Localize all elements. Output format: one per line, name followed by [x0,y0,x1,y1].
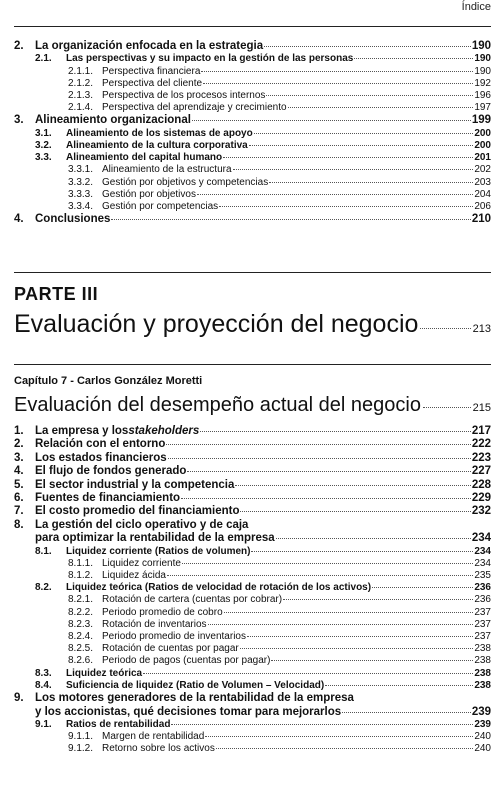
entry-number: 8.1.2. [68,570,94,582]
page-number: 217 [471,425,491,437]
entry-number: 8.4. [35,679,52,691]
toc-entry-line[interactable] [14,692,491,705]
toc-entry[interactable] [14,465,491,478]
entry-title: Rotación de cartera (cuentas por cobrar) [102,594,283,606]
page-number: 238 [474,679,491,691]
running-header: Índice [461,1,491,13]
page-number: 213 [472,323,491,335]
entry-title: Rotación de cuentas por pagar [102,643,239,655]
entry-number: 9.1. [35,718,52,730]
page-number: 190 [471,40,491,52]
dot-leader [171,724,473,725]
dot-leader [166,444,470,445]
toc-entry[interactable] [14,479,491,492]
entry-title: Margen de rentabilidad [102,731,205,743]
page-number: 204 [474,188,491,200]
toc-entry-continuation[interactable] [14,706,491,719]
entry-title: Periodo promedio de cobro [102,606,223,618]
toc-entry[interactable] [14,102,491,114]
page-number: 234 [474,557,491,569]
entry-title: Rotación de inventarios [102,618,207,630]
toc-entry[interactable] [14,743,491,755]
page-number: 190 [474,53,491,65]
dot-leader [143,673,473,674]
entry-number: 2.1.4. [68,102,94,114]
dot-leader [420,328,470,329]
entry-title: Periodo promedio de inventarios [102,631,246,643]
page-number: 237 [474,606,491,618]
toc-entry[interactable] [14,114,491,127]
toc-entry[interactable] [14,546,491,558]
entry-number: 2.1.1. [68,65,94,77]
toc-entry[interactable] [14,90,491,102]
dot-leader [208,624,474,625]
entry-title: Los motores generadores de la rentabilidad de la empresa [35,692,354,705]
entry-title: El costo promedio del financiamiento [35,505,240,518]
page-number: 227 [471,465,491,478]
toc-entry[interactable] [14,719,491,731]
entry-number: 5. [14,478,24,491]
toc-entry[interactable] [14,78,491,90]
dot-leader [240,511,470,512]
page-number: 196 [474,90,491,102]
toc-entry[interactable] [14,631,491,643]
entry-number: 3. [14,114,24,127]
entry-title: Suficiencia de liquidez (Ratio de Volumen – Velocidad) [66,679,325,691]
entry-title: El sector industrial y la competencia [35,478,235,491]
toc-entry[interactable] [14,570,491,582]
toc-entry[interactable] [14,189,491,201]
toc-entry[interactable] [14,582,491,594]
dot-leader [182,563,473,564]
page-number: 202 [474,164,491,176]
entry-title: La organización enfocada en la estrategia [35,40,264,52]
page-number: 215 [472,402,491,414]
dot-leader [288,107,474,108]
dot-leader [283,599,473,600]
entry-number: 3.3.1. [68,164,94,176]
entry-title: Conclusiones [35,213,111,226]
dot-leader [254,133,474,134]
dot-leader [216,748,473,749]
toc-entry[interactable] [14,731,491,743]
page-number: 236 [474,582,491,594]
entry-number: 8.2.5. [68,643,94,655]
toc-entry[interactable] [14,152,491,164]
page-number: 237 [474,618,491,630]
entry-number: 3.3.2. [68,176,94,188]
entry-number: 8.2.1. [68,594,94,606]
chapter-divider [14,364,491,365]
toc-entry-line[interactable] [14,519,491,532]
page-number: 240 [474,743,491,755]
dot-leader [187,471,470,472]
entry-title: Liquidez teórica [66,667,143,679]
page-number: 232 [471,505,491,518]
entry-title: Gestión por competencias [102,201,219,213]
entry-number: 8.2.4. [68,631,94,643]
entry-title: Gestión por objetivos y competencias [102,176,269,188]
dot-leader [203,83,473,84]
entry-title: El flujo de fondos generado [35,465,187,478]
entry-title: Alineamiento de la estructura [102,164,232,176]
dot-leader [167,575,473,576]
entry-number: 2.1.2. [68,77,94,89]
entry-title: Perspectiva financiera [102,65,201,77]
entry-title: Liquidez corriente (Ratios de volumen) [66,545,251,557]
entry-title: Retorno sobre los activos [102,743,215,755]
dot-leader [342,712,471,713]
entry-title: La gestión del ciclo operativo y de caja [35,518,249,531]
page-number: 234 [471,532,491,545]
entry-number: 8.2.3. [68,618,94,630]
chapter-title-row[interactable] [14,394,491,417]
entry-number: 2.1. [35,53,52,65]
entry-title: Liquidez teórica (Ratios de velocidad de rotación de los activos) [66,582,372,594]
entry-number: 9.1.1. [68,731,94,743]
chapter-label: Capítulo 7 - Carlos González Moretti [14,375,203,387]
toc-entry[interactable] [14,40,491,53]
entry-number: 9.1.2. [68,743,94,755]
entry-number: 8. [14,518,24,531]
toc-section-chapter7 [14,425,491,756]
dot-leader [249,145,474,146]
entry-title: Perspectiva de los procesos internos [102,90,266,102]
toc-entry[interactable] [14,643,491,655]
entry-title: y los accionistas, qué decisiones tomar para mejorarlos [35,705,342,718]
toc-entry[interactable] [14,201,491,213]
toc-entry[interactable] [14,177,491,189]
toc-entry[interactable] [14,128,491,140]
entry-title: Perspectiva del cliente [102,77,203,89]
page-number: 223 [471,451,491,464]
dot-leader [219,206,473,207]
entry-title: Alineamiento organizacional [35,114,191,127]
page-number: 238 [474,655,491,667]
dot-leader [201,71,473,72]
toc-entry[interactable] [14,53,491,65]
page-number: 210 [471,213,491,226]
part-label: PARTE III [14,284,99,304]
entry-title: Alineamiento del capital humano [66,152,223,164]
page-number: 234 [474,545,491,557]
entry-number: 2.1.3. [68,90,94,102]
entry-number: 4. [14,465,24,478]
entry-number: 4. [14,213,24,226]
toc-entry[interactable] [14,619,491,631]
dot-leader [192,120,471,121]
entry-title: Gestión por objetivos [102,188,196,200]
page-number: 203 [474,176,491,188]
entry-title: Periodo de pagos (cuentas por pagar) [102,655,271,667]
dot-leader [224,612,474,613]
dot-leader [223,157,473,158]
dot-leader [251,551,473,552]
page-number: 239 [474,718,491,730]
toc-entry[interactable] [14,425,491,438]
page-number: 192 [474,77,491,89]
toc-entry[interactable] [14,668,491,680]
page-number: 190 [474,65,491,77]
page-number: 200 [474,140,491,152]
toc-entry[interactable] [14,164,491,176]
entry-number: 1. [14,425,24,437]
dot-leader [205,736,473,737]
page-number: 201 [474,152,491,164]
toc-entry[interactable] [14,655,491,667]
dot-leader [423,407,471,408]
entry-number: 3.3.4. [68,201,94,213]
toc-entry[interactable] [14,594,491,606]
page-number: 236 [474,594,491,606]
page-number: 222 [471,438,491,451]
toc-entry[interactable] [14,452,491,465]
entry-number: 8.1.1. [68,557,94,569]
toc-entry[interactable] [14,607,491,619]
page-number: 239 [471,705,491,718]
entry-title: Liquidez ácida [102,570,166,582]
entry-number: 3. [14,451,24,464]
entry-number: 8.3. [35,667,52,679]
page-number: 229 [471,492,491,505]
toc-section-strategy [14,40,491,227]
entry-number: 2. [14,40,24,52]
entry-number: 3.1. [35,127,52,139]
entry-title: Los estados financieros [35,451,167,464]
entry-title: La empresa y los [35,425,129,437]
entry-number: 6. [14,492,24,505]
page-number: 240 [474,731,491,743]
toc-entry[interactable] [14,558,491,570]
entry-title: Fuentes de financiamiento [35,492,181,505]
entry-title: Las perspectivas y su impacto en la gestión de las personas [66,53,354,65]
entry-title: Perspectiva del aprendizaje y crecimiento [102,102,287,114]
top-divider [14,26,491,27]
dot-leader [264,46,471,47]
entry-title: Alineamiento de la cultura corporativa [66,140,248,152]
toc-entry[interactable] [14,213,491,226]
entry-number: 9. [14,692,24,705]
entry-title-emphasis: stakeholders [128,425,200,437]
toc-entry[interactable] [14,492,491,505]
dot-leader [266,95,473,96]
toc-entry[interactable] [14,66,491,78]
entry-title: Relación con el entorno [35,438,166,451]
toc-entry[interactable] [14,140,491,152]
dot-leader [269,182,473,183]
entry-number: 3.2. [35,140,52,152]
dot-leader [168,458,471,459]
entry-number: 8.2.6. [68,655,94,667]
dot-leader [197,194,473,195]
dot-leader [111,219,470,220]
dot-leader [247,636,473,637]
toc-entry[interactable] [14,680,491,692]
entry-number: 8.2.2. [68,606,94,618]
part-title-row[interactable] [14,310,491,339]
entry-title: para optimizar la rentabilidad de la empresa [35,532,275,545]
page-number: 200 [474,127,491,139]
page-number: 238 [474,667,491,679]
entry-number: 3.3. [35,152,52,164]
entry-number: 8.2. [35,582,52,594]
part-divider [14,272,491,273]
page-number: 199 [471,114,491,127]
chapter-title: Evaluación del desempeño actual del negocio [14,394,421,416]
entry-title: Alineamiento de los sistemas de apoyo [66,127,253,139]
toc-entry[interactable] [14,438,491,451]
dot-leader [240,648,474,649]
page-number: 238 [474,643,491,655]
entry-number: 3.3.3. [68,188,94,200]
dot-leader [276,538,471,539]
part-title: Evaluación y proyección del negocio [14,310,419,338]
entry-title: Liquidez corriente [102,557,181,569]
entry-number: 7. [14,505,24,518]
dot-leader [235,485,470,486]
page-number: 237 [474,631,491,643]
entry-number: 2. [14,438,24,451]
dot-leader [354,58,473,59]
page-number: 197 [474,102,491,114]
dot-leader [181,498,471,499]
toc-entry[interactable] [14,505,491,518]
entry-title: Ratios de rentabilidad [66,718,171,730]
page-number: 235 [474,570,491,582]
toc-entry-continuation[interactable] [14,532,491,545]
dot-leader [372,587,473,588]
dot-leader [233,169,474,170]
page-number: 228 [471,478,491,491]
dot-leader [271,660,473,661]
dot-leader [325,685,473,686]
dot-leader [200,431,471,432]
page-number: 206 [474,201,491,213]
entry-number: 8.1. [35,545,52,557]
